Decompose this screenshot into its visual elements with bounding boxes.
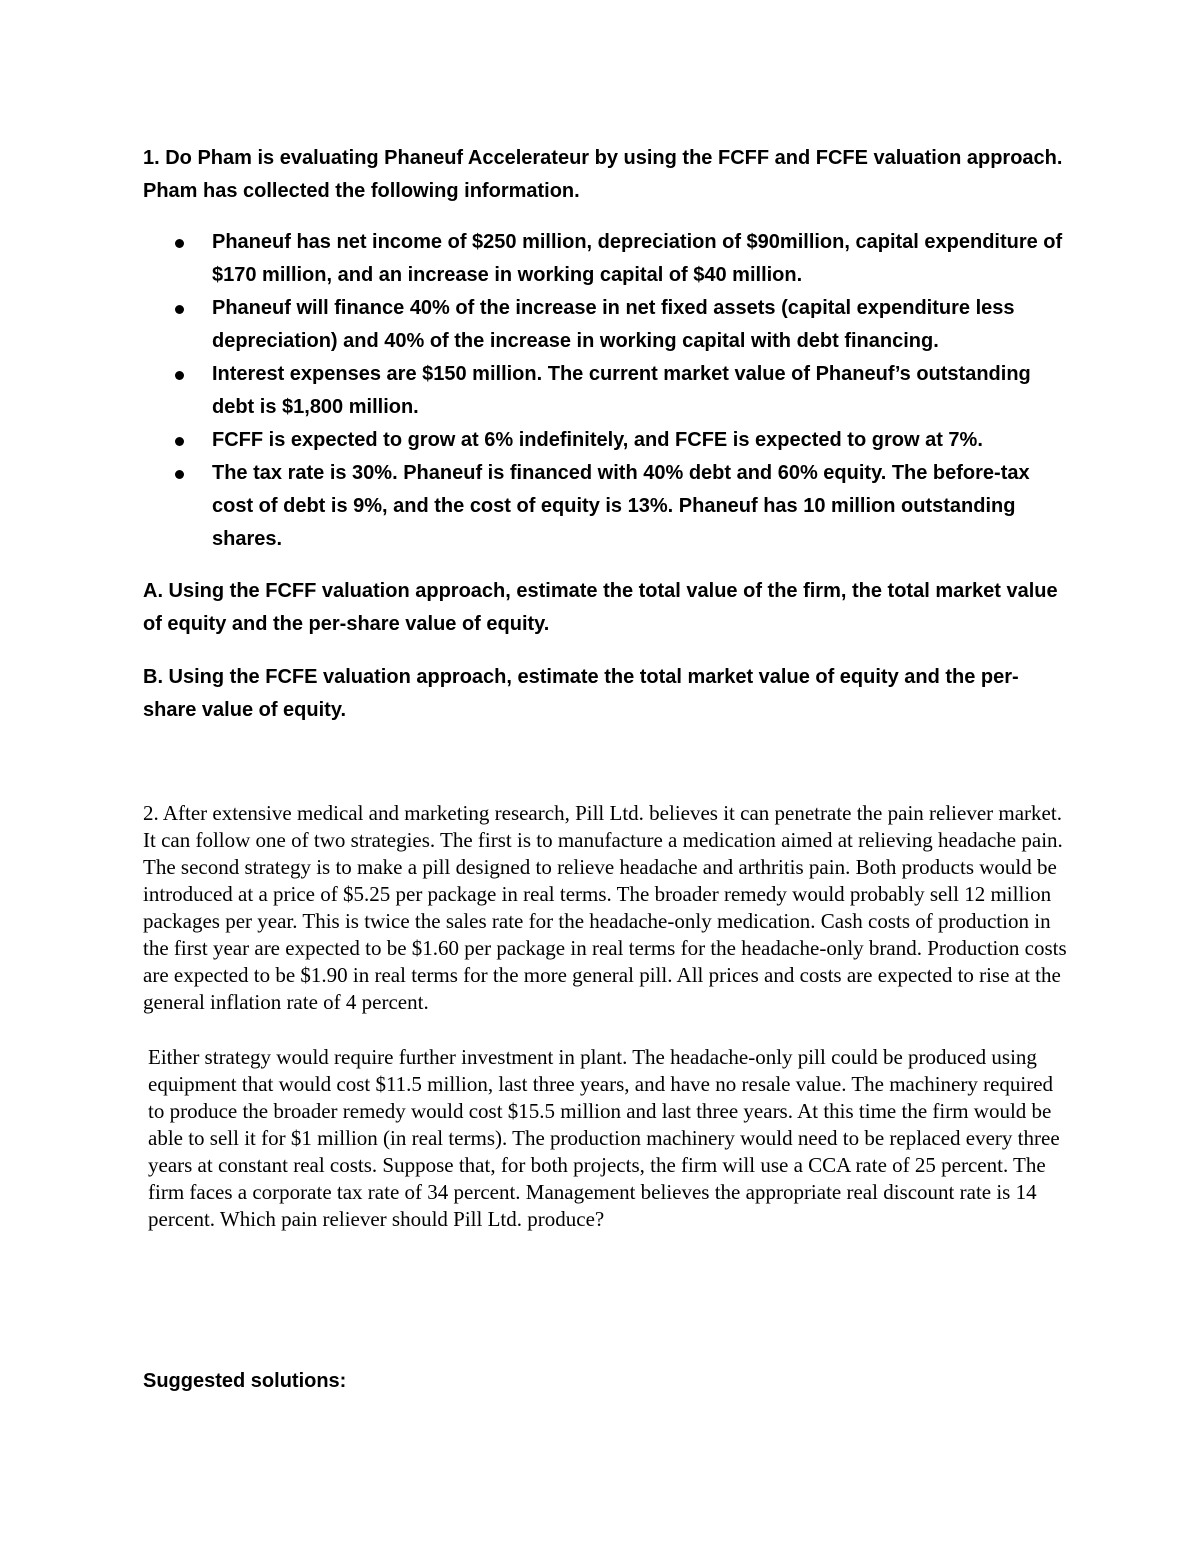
suggested-solutions-heading: Suggested solutions:: [143, 1370, 347, 1392]
bullet-text: Phaneuf will finance 40% of the increase in net fixed assets (capital expenditure less depreciation) and 40% of the increase in working capital with debt financing.: [212, 297, 1015, 352]
question-1-bullet-list: [143, 226, 1063, 556]
bullet-text: Phaneuf has net income of $250 million, depreciation of $90million, capital expenditure of $170 million, and an increase in working capital of $40 million.: [212, 231, 1063, 286]
bullet-icon: [175, 371, 184, 380]
bullet-text: FCFF is expected to grow at 6% indefinitely, and FCFE is expected to grow at 7%.: [212, 429, 983, 451]
bullet-item: [143, 226, 1063, 292]
bullet-text: The tax rate is 30%. Phaneuf is financed with 40% debt and 60% equity. The before-tax cost of debt is 9%, and the cost of equity is 13%. Phaneuf has 10 million outstanding shares.: [212, 462, 1030, 550]
bullet-item: [143, 424, 1063, 457]
question-1-part-a: A. Using the FCFF valuation approach, estimate the total value of the firm, the total market value of equity and the per-share value of equity.: [143, 580, 1058, 635]
bullet-item: [143, 358, 1063, 424]
question-1-intro: 1. Do Pham is evaluating Phaneuf Accelerateur by using the FCFF and FCFE valuation approach. Pham has collected the following information.: [143, 147, 1063, 202]
bullet-icon: [175, 239, 184, 248]
bullet-icon: [175, 437, 184, 446]
bullet-item: [143, 292, 1063, 358]
bullet-icon: [175, 470, 184, 479]
question-2-paragraph-1: 2. After extensive medical and marketing research, Pill Ltd. believes it can penetrate the pain reliever market. It can follow one of two strategies. The first is to manufacture a medication aimed at relieving headache pain. The second strategy is to make a pill designed to relieve headache and arthritis pain. Both products would be introduced at a price of $5.25 per package in real terms. The broader remedy would probably sell 12 million packages per year. This is twice the sales rate for the headache-only medication. Cash costs of production in the first year are expected to be $1.60 per package in real terms for the headache-only brand. Production costs are expected to be $1.90 in real terms for the more general pill. All prices and costs are expected to rise at the general inflation rate of 4 percent.: [143, 801, 1067, 1014]
bullet-icon: [175, 305, 184, 314]
question-1-part-b: B. Using the FCFE valuation approach, estimate the total market value of equity and the per-share value of equity.: [143, 666, 1019, 721]
question-2-paragraph-2: Either strategy would require further investment in plant. The headache-only pill could be produced using equipment that would cost $11.5 million, last three years, and have no resale value. The machinery required to produce the broader remedy would cost $15.5 million and last three years. At this time the firm would be able to sell it for $1 million (in real terms). The production machinery would need to be replaced every three years at constant real costs. Suppose that, for both projects, the firm will use a CCA rate of 25 percent. The firm faces a corporate tax rate of 34 percent. Management believes the appropriate real discount rate is 14 percent. Which pain reliever should Pill Ltd. produce?: [148, 1045, 1060, 1231]
bullet-text: Interest expenses are $150 million. The current market value of Phaneuf’s outstanding debt is $1,800 million.: [212, 363, 1031, 418]
bullet-item: [143, 457, 1063, 556]
